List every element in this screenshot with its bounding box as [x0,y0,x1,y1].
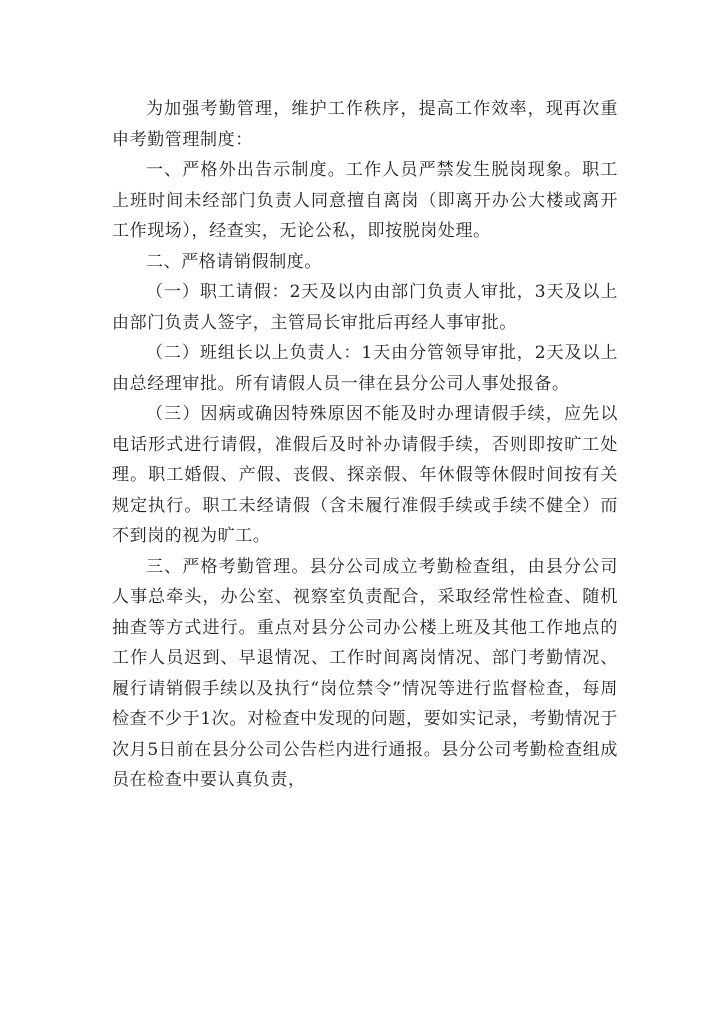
paragraph-section-1: 一、严格外出告示制度。工作人员严禁发生脱岗现象。职工上班时间未经部门负责人同意擅自离岗（即离开办公大楼或离开工作现场），经查实，无论公私，即按脱岗处理。 [112,160,618,241]
paragraph-section-2-heading: 二、严格请销假制度。 [146,251,322,272]
paragraph-section-3: 三、严格考勤管理。县分公司成立考勤检查组，由县分公司人事总牵头，办公室、视察室负责配合，采取经常性检查、随机抽查等方式进行。重点对县分公司办公楼上班及其他工作地点的工作人员迟到、早退情况、工作时间离岗情况、部门考勤情况、履行请销假手续以及执行“岗位禁令”情况等进行监督检查，每周检查不少于1次。对检查中发现的问题，要如实记录，考勤情况于次月5日前在县分公司公告栏内进行通报。县分公司考勤检查组成员在检查中要认真负责， [112,556,618,790]
paragraph-section-2-item-1: （一）职工请假：2天及以内由部门负责人审批，3天及以上由部门负责人签字，主管局长审批后再经人事审批。 [112,282,618,333]
document-body [112,94,618,796]
paragraph-section-2-item-2: （二）班组长以上负责人：1天由分管领导审批，2天及以上由总经理审批。所有请假人员一律在县分公司人事处报备。 [112,343,618,394]
paragraph-section-2-item-3: （三）因病或确因特殊原因不能及时办理请假手续，应先以电话形式进行请假，准假后及时补办请假手续，否则即按旷工处理。职工婚假、产假、丧假、探亲假、年休假等休假时间按有关规定执行。职工未经请假（含未履行准假手续或手续不健全）而不到岗的视为旷工。 [112,404,618,546]
paragraph-intro: 为加强考勤管理，维护工作秩序，提高工作效率，现再次重申考勤管理制度： [112,99,618,150]
